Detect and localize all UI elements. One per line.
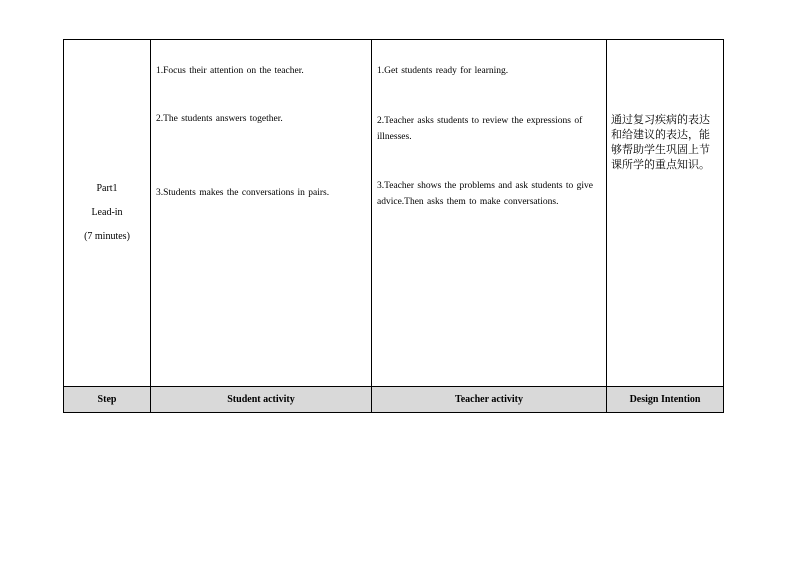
student-activity-1: 1.Focus their attention on the teacher. bbox=[156, 66, 304, 76]
teacher-activity-cell bbox=[372, 40, 607, 387]
lesson-plan-table bbox=[63, 39, 724, 413]
header-design-intention: Design Intention bbox=[607, 387, 724, 413]
step-cell bbox=[64, 40, 151, 387]
header-student-activity: Student activity bbox=[151, 387, 372, 413]
student-activity-2: 2.The students answers together. bbox=[156, 114, 283, 124]
header-teacher-activity: Teacher activity bbox=[372, 387, 607, 413]
teacher-activity-2: 2.Teacher asks students to review the expressions of illnesses. bbox=[377, 116, 583, 142]
part-title: Part1 bbox=[96, 183, 118, 194]
design-intention-text: 通过复习疾病的表达和给建议的表达，能够帮助学生巩固上节课所学的重点知识。 bbox=[611, 113, 710, 171]
student-activity-cell bbox=[151, 40, 372, 387]
teacher-activity-1: 1.Get students ready for learning. bbox=[377, 66, 509, 76]
design-intention-cell bbox=[607, 40, 724, 387]
teacher-activity-3: 3.Teacher shows the problems and ask students to give advice.Then asks them to make conversations. bbox=[377, 181, 594, 207]
part-subtitle: Lead-in bbox=[91, 207, 123, 218]
part-duration: (7 minutes) bbox=[84, 231, 130, 242]
table-header-row bbox=[64, 387, 724, 413]
lesson-step-row bbox=[64, 40, 724, 387]
student-activity-3: 3.Students makes the conversations in pairs. bbox=[156, 188, 330, 198]
header-step: Step bbox=[64, 387, 151, 413]
